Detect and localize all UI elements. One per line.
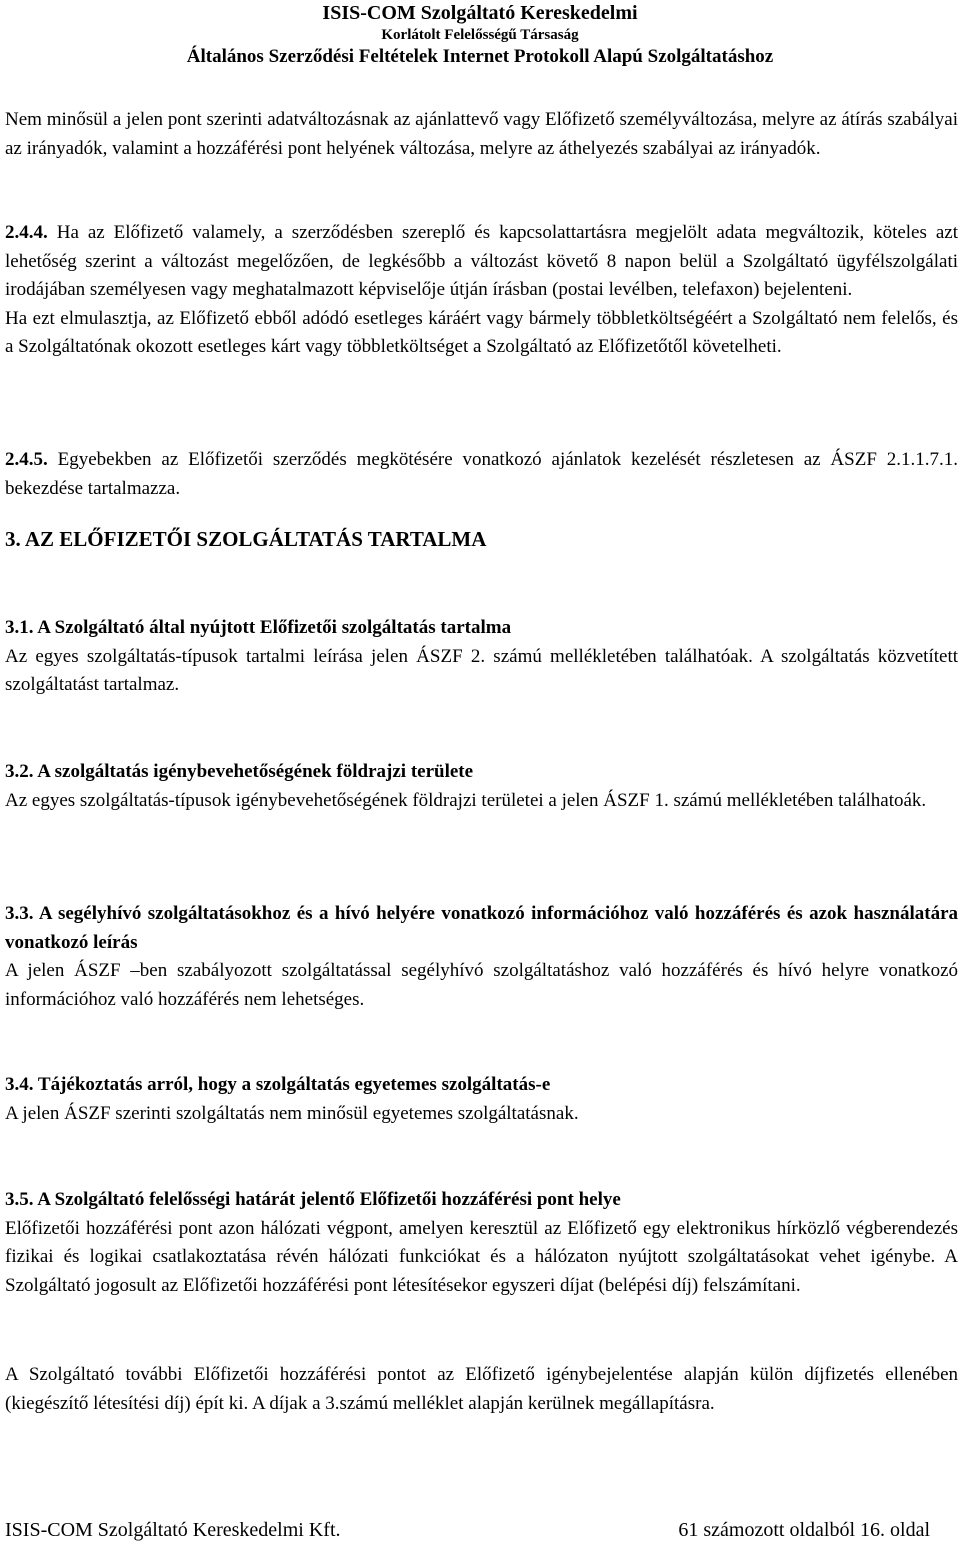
section-text: Egyebekben az Előfizetői szerződés megkötésére vonatkozó ajánlatok kezelését részletesen az ÁSZF 2.1.1.7.1. bekezdése tartalmazza. bbox=[5, 449, 959, 499]
paragraph-intro bbox=[5, 106, 958, 163]
section-3-3-heading: 3.3. A segélyhívó szolgáltatásokhoz és a hívó helyére vonatkozó információhoz való hozzáférés és azok használatára vonatkozó leírás bbox=[5, 903, 958, 953]
section-3-1 bbox=[5, 614, 958, 700]
section-3-5-heading: 3.5. A Szolgáltató felelősségi határát jelentő Előfizetői hozzáférési pont helye bbox=[5, 1189, 621, 1210]
page-header bbox=[0, 0, 960, 69]
document-title: Általános Szerződési Feltételek Internet Protokoll Alapú Szolgáltatáshoz bbox=[186, 46, 774, 67]
company-form: Korlátolt Felelősségű Társaság bbox=[381, 27, 579, 43]
page-footer bbox=[5, 1518, 930, 1542]
section-3-4 bbox=[5, 1071, 958, 1128]
section-3-4-heading: 3.4. Tájékoztatás arról, hogy a szolgáltatás egyetemes szolgáltatás-e bbox=[5, 1074, 551, 1095]
section-3-3 bbox=[5, 900, 958, 1014]
section-text: Ha az Előfizető valamely, a szerződésben szereplő és kapcsolattartásra megjelölt adata megváltozik, köteles azt lehetőség szerint a változást megelőzően, de legkésőbb a változást követő 8 napon belül a Szolgáltató ügyfélszolgálati irodájában személyesen vagy meghatalmazott képviselője útján írásban (postai levélben, telefaxon) bejelenteni. bbox=[5, 222, 958, 300]
section-3-2-heading: 3.2. A szolgáltatás igénybevehetőségének földrajzi területe bbox=[5, 761, 474, 782]
section-3-title-block bbox=[5, 525, 958, 553]
footer-company: ISIS-COM Szolgáltató Kereskedelmi Kft. bbox=[5, 1519, 341, 1541]
section-3-1-text: Az egyes szolgáltatás-típusok tartalmi leírása jelen ÁSZF 2. számú mellékletében találhatóak. A szolgáltatás közvetített szolgáltatást tartalmaz. bbox=[5, 645, 958, 695]
section-3-2 bbox=[5, 758, 958, 815]
section-3-5-text: Előfizetői hozzáférési pont azon hálózati végpont, amelyen keresztül az Előfizető egy elektronikus hírközlő végberendezés fizikai és logikai csatlakoztatása révén hálózati funkciókat és a hálózaton nyújtott szolgáltatásokat vehet igénybe. A Szolgáltató jogosult az Előfizetői hozzáférési pont létesítésekor egyszeri díjat (belépési díj) felszámítani. bbox=[5, 1217, 958, 1296]
intro-text: Nem minősül a jelen pont szerinti adatváltozásnak az ajánlattevő vagy Előfizető személyváltozása, melyre az átírás szabályai az irányadók, valamint a hozzáférési pont helyének változása, melyre az áthelyezés szabályai az irányadók. bbox=[5, 109, 958, 159]
section-3-title: 3. AZ ELŐFIZETŐI SZOLGÁLTATÁS TARTALMA bbox=[5, 527, 487, 551]
section-3-4-text: A jelen ÁSZF szerinti szolgáltatás nem minősül egyetemes szolgáltatásnak. bbox=[5, 1102, 579, 1124]
company-name: ISIS-COM Szolgáltató Kereskedelmi bbox=[322, 2, 638, 24]
section-number: 2.4.5. bbox=[5, 449, 48, 470]
section-number: 2.4.4. bbox=[5, 222, 48, 243]
section-3-2-text: Az egyes szolgáltatás-típusok igénybevehetőségének földrajzi területei a jelen ÁSZF 1. számú mellékletében találhatoák. bbox=[5, 789, 927, 811]
section-3-3-text: A jelen ÁSZF –ben szabályozott szolgáltatással segélyhívó szolgáltatáshoz való hozzáférés és hívó helyre vonatkozó információhoz való hozzáférés nem lehetséges. bbox=[5, 960, 958, 1010]
section-2-4-5 bbox=[5, 446, 958, 503]
section-3-5-continued bbox=[5, 1361, 958, 1418]
section-2-4-4 bbox=[5, 219, 958, 362]
section-3-1-heading: 3.1. A Szolgáltató által nyújtott Előfizetői szolgáltatás tartalma bbox=[5, 617, 512, 638]
section-3-5-text-continued: A Szolgáltató további Előfizetői hozzáférési pontot az Előfizető igénybejelentése alapján külön díjfizetés ellenében (kiegészítő létesítési díj) épít ki. A díjak a 3.számú melléklet alapján kerülnek megállapításra. bbox=[5, 1364, 958, 1414]
footer-page-number: 61 számozott oldalból 16. oldal bbox=[678, 1519, 930, 1541]
section-text-continued: Ha ezt elmulasztja, az Előfizető ebből adódó esetleges káráért vagy bármely többletköltségéért a Szolgáltató nem felelős, és a Szolgáltatónak okozott esetleges kárt vagy többletköltséget a Szolgáltató az Előfizetőtől követelheti. bbox=[5, 307, 958, 357]
section-3-5 bbox=[5, 1186, 958, 1300]
